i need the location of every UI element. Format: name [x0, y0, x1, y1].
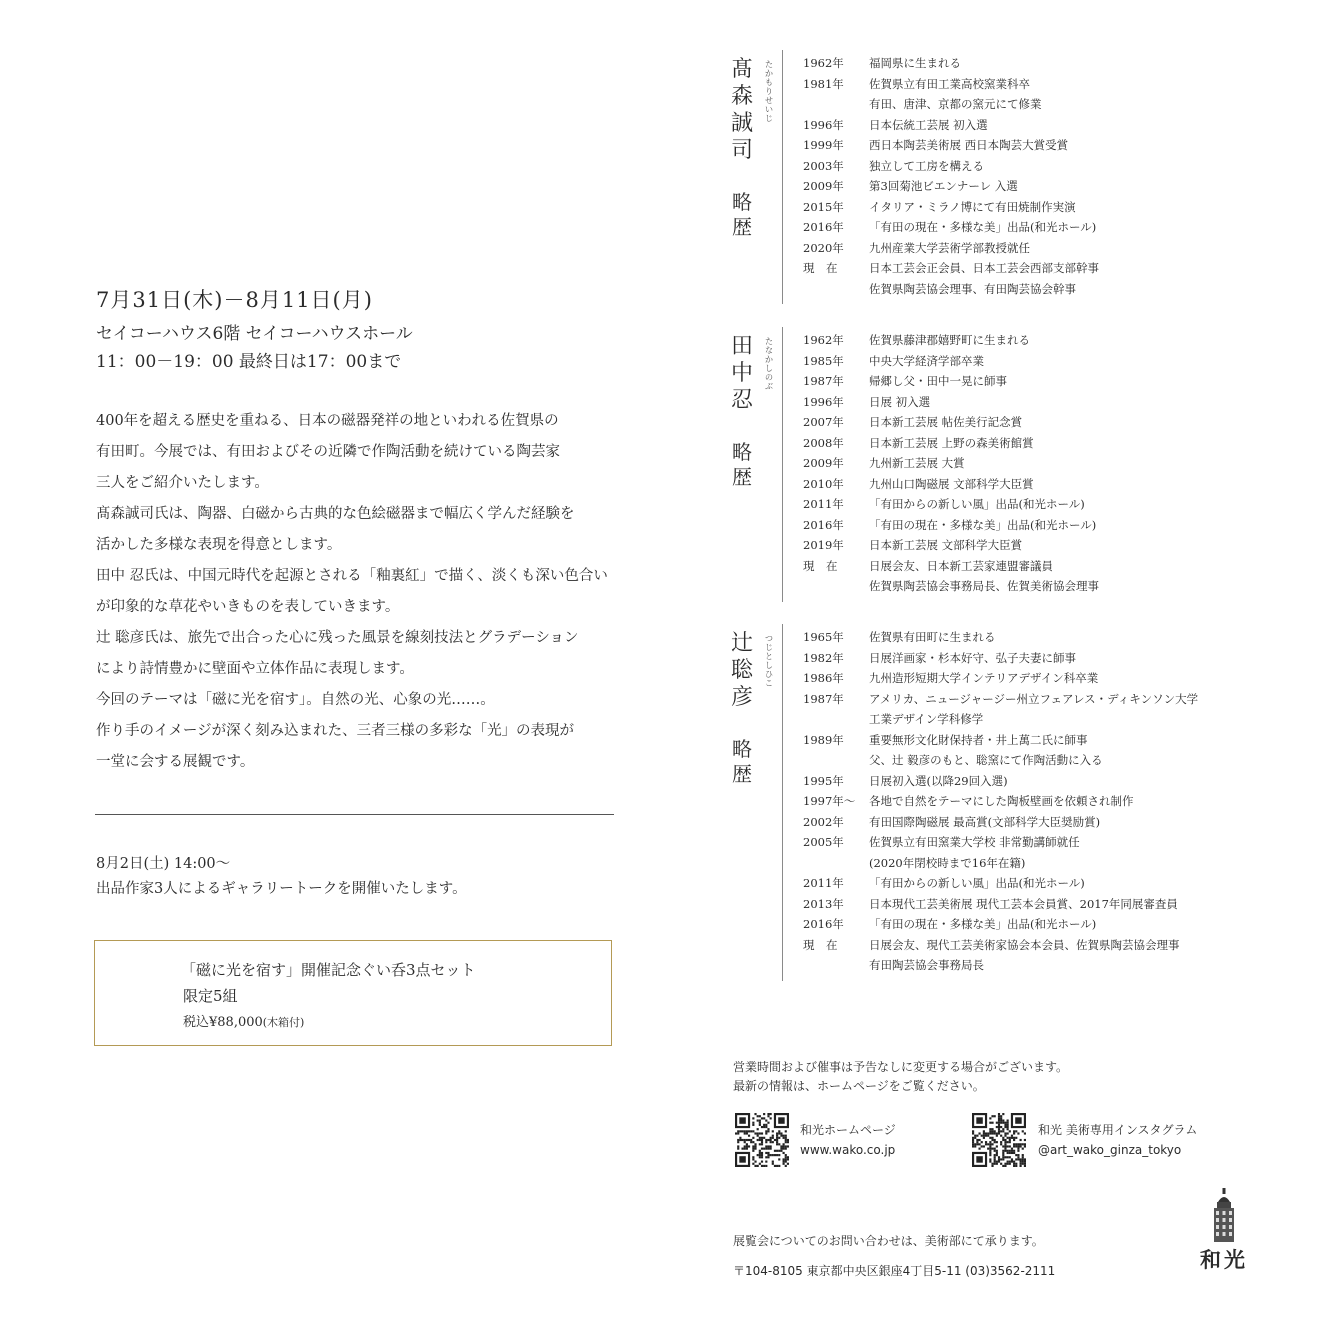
biography-year: 2011年 [803, 497, 844, 511]
biography-text: 「有田の現在・多様な美」出品(和光ホール) [869, 220, 1097, 234]
biography-text: 九州産業大学芸術学部教授就任 [869, 240, 1030, 255]
biography-label: 略 歴 [732, 440, 752, 489]
biography-list [803, 53, 1099, 299]
biography-year: 1981年 [803, 76, 844, 91]
biography-text: アメリカ、ニュージャージー州立フェアレス・ディキンソン大学 [869, 691, 1199, 706]
biography-year: 1962年 [803, 56, 844, 70]
biography-row [803, 914, 1198, 935]
biography-year: 2011年 [803, 876, 844, 890]
biography-row [803, 853, 1198, 874]
gallery-talk [96, 852, 467, 902]
contact-info [733, 1226, 1055, 1286]
intro-line: により詩情豊かに壁面や立体作品に表現します。 [96, 661, 414, 677]
homepage-link[interactable] [800, 1120, 896, 1160]
biography-row [803, 238, 1099, 259]
intro-line: 辻 聡彦氏は、旅先で出合った心に残った風景を線刻技法とグラデーション [96, 630, 579, 646]
biography-year: 現 在 [803, 261, 838, 275]
artist-name-ruby: た か も り せ い じ [765, 60, 773, 123]
biography-row [803, 330, 1099, 351]
biography-text: (2020年閉校時まで16年在籍) [869, 855, 1026, 870]
gallery-talk-desc: 出品作家3人によるギャラリートークを開催いたします。 [96, 881, 467, 897]
biography-row [803, 556, 1099, 577]
biography-row [803, 279, 1099, 300]
biography-row [803, 392, 1099, 413]
homepage-label: 和光ホームページ [800, 1123, 896, 1137]
intro-line: 有田町。今展では、有田およびその近隣で作陶活動を続けている陶芸家 [96, 444, 560, 460]
biography-year: 2005年 [803, 835, 844, 849]
offer-limit: 限定5組 [183, 987, 238, 1005]
biography-text: 九州山口陶磁展 文部科学大臣賞 [869, 476, 1034, 491]
biography-text: 佐賀県陶芸協会理事、有田陶芸協会幹事 [869, 281, 1076, 296]
biography-label: 略 歴 [732, 737, 752, 786]
biography-row [803, 453, 1099, 474]
offer-price-line [183, 1011, 304, 1030]
biography-text: 日展洋画家・杉本好守、弘子夫妻に師事 [869, 650, 1076, 665]
biography-row [803, 689, 1198, 710]
intro-line: 髙森誠司氏は、陶器、白磁から古典的な色絵磁器まで幅広く学んだ経験を [96, 506, 575, 522]
biography-row [803, 935, 1198, 956]
biography-year: 1999年 [803, 138, 844, 152]
biography-text: 日展会友、現代工芸美術家協会本会員、佐賀県陶芸協会理事 [869, 937, 1180, 952]
intro-line: 今回のテーマは「磁に光を宿す」。自然の光、心象の光……。 [96, 692, 495, 708]
biography-text: 工業デザイン学科修学 [869, 712, 984, 726]
gallery-talk-date: 8月2日(土) 14:00～ [96, 856, 231, 872]
biography-text: 独立して工房を構える [869, 158, 984, 173]
business-notice [733, 1058, 1068, 1096]
biography-text: 日展 初入選 [869, 394, 931, 409]
biography-year: 2003年 [803, 158, 844, 173]
biography-row [803, 668, 1198, 689]
biography-text: 西日本陶芸美術展 西日本陶芸大賞受賞 [869, 138, 1069, 152]
biography-year: 1986年 [803, 671, 844, 685]
artist-name-vertical [728, 56, 768, 240]
biography-text: 有田陶芸協会事務局長 [869, 958, 984, 972]
exhibition-period: 7月31日(木)－8月11日(月) [96, 288, 373, 312]
instagram-handle: @art_wako_ginza_tokyo [1038, 1143, 1182, 1157]
biography-year [803, 279, 869, 300]
intro-line: 作り手のイメージが深く刻み込まれた、三者三様の多彩な「光」の表現が [96, 723, 575, 739]
biography-year: 1997年～ [803, 794, 856, 808]
biography-year: 1982年 [803, 650, 844, 665]
biography-row [803, 176, 1099, 197]
artist-name: 髙 森 誠 司 [730, 57, 753, 163]
contact-line: 展覧会についてのお問い合わせは、美術部にて承ります。 [733, 1234, 1044, 1248]
biography-year: 2016年 [803, 917, 844, 931]
biography-year [803, 94, 869, 115]
wako-wordmark: 和光 [1200, 1248, 1248, 1272]
biography-row [803, 258, 1099, 279]
biography-year: 2010年 [803, 476, 844, 491]
biography-row [803, 94, 1099, 115]
biography-text: 父、辻 毅彦のもと、聡窯にて作陶活動に入る [869, 753, 1103, 767]
biography-row [803, 351, 1099, 372]
biography-text: 日本伝統工芸展 初入選 [869, 117, 988, 132]
biography-row [803, 115, 1099, 136]
biography-year [803, 576, 869, 597]
biography-row [803, 494, 1099, 515]
biography-divider [782, 327, 783, 602]
biography-year: 2019年 [803, 538, 844, 552]
biography-text: 佐賀県有田町に生まれる [869, 630, 996, 644]
biography-year: 2016年 [803, 220, 844, 234]
artist-name-ruby: つ じ と し ひ こ [765, 634, 773, 688]
biography-year: 1987年 [803, 691, 844, 706]
biography-text: イタリア・ミラノ博にて有田焼制作実演 [869, 199, 1076, 214]
biography-row [803, 709, 1198, 730]
biography-year: 1996年 [803, 394, 844, 409]
offer-price: 税込¥88,000 [183, 1015, 263, 1030]
biography-text: 日本工芸会正会員、日本工芸会西部支部幹事 [869, 261, 1099, 275]
exhibition-hours: 11：00－19：00 最終日は17：00まで [96, 352, 402, 372]
artist-name-vertical [728, 333, 768, 490]
biography-text: 日展会友、日本新工芸家連盟審議員 [869, 558, 1053, 573]
biography-year: 1989年 [803, 732, 844, 747]
biography-row [803, 576, 1099, 597]
exhibition-venue: セイコーハウス6階 セイコーハウスホール [96, 324, 413, 344]
biography-row [803, 771, 1198, 792]
biography-divider [782, 624, 783, 981]
biography-year [803, 709, 869, 730]
artist-name-ruby: た な か し の ぶ [765, 337, 773, 391]
biography-text: 第3回菊池ビエンナーレ 入選 [869, 179, 1018, 193]
biography-year: 2002年 [803, 814, 844, 829]
biography-row [803, 535, 1099, 556]
artist-name: 田 中 忍 [730, 334, 753, 413]
intro-line: 三人をご紹介いたします。 [96, 475, 269, 491]
notice-line: 最新の情報は、ホームページをご覧ください。 [733, 1079, 985, 1093]
biography-row [803, 812, 1198, 833]
biography-row [803, 894, 1198, 915]
biography-year: 2009年 [803, 456, 844, 470]
biography-row [803, 371, 1099, 392]
biography-divider [782, 50, 783, 304]
exhibition-venue-block [96, 320, 413, 376]
biography-text: 日本現代工芸美術展 現代工芸本会員賞、2017年同展審査員 [869, 896, 1178, 911]
biography-text: 日展初入選(以降29回入選) [869, 773, 1008, 788]
homepage-url: www.wako.co.jp [800, 1143, 896, 1157]
biography-row [803, 750, 1198, 771]
biography-row [803, 433, 1099, 454]
section-divider [95, 814, 614, 815]
biography-row [803, 135, 1099, 156]
biography-text: 「有田の現在・多様な美」出品(和光ホール) [869, 917, 1097, 931]
biography-row [803, 156, 1099, 177]
biography-list [803, 627, 1198, 976]
biography-year [803, 955, 869, 976]
biography-text: 佐賀県陶芸協会事務局長、佐賀美術協会理事 [869, 579, 1099, 593]
biography-year: 2020年 [803, 240, 844, 255]
biography-text: 「有田からの新しい風」出品(和光ホール) [869, 497, 1085, 511]
biography-text: 帰郷し父・田中一晃に師事 [869, 374, 1007, 388]
wako-building-icon [1212, 1188, 1236, 1242]
biography-row [803, 791, 1198, 812]
biography-row [803, 515, 1099, 536]
biography-text: 九州造形短期大学インテリアデザイン科卒業 [869, 671, 1099, 685]
biography-text: 「有田の現在・多様な美」出品(和光ホール) [869, 517, 1097, 532]
biography-year: 2016年 [803, 517, 844, 532]
biography-year [803, 853, 869, 874]
instagram-link[interactable] [1038, 1120, 1197, 1160]
biography-year [803, 750, 869, 771]
biography-row [803, 53, 1099, 74]
intro-text [96, 406, 616, 778]
biography-row [803, 873, 1198, 894]
intro-line: 一堂に会する展観です。 [96, 754, 255, 770]
notice-line: 営業時間および催事は予告なしに変更する場合がございます。 [733, 1060, 1069, 1074]
biography-year: 1987年 [803, 374, 844, 388]
biography-year: 2007年 [803, 415, 844, 429]
biography-text: 有田、唐津、京都の窯元にて修業 [869, 97, 1042, 111]
biography-text: 中央大学経済学部卒業 [869, 353, 984, 368]
biography-year: 1965年 [803, 630, 844, 644]
contact-address: 〒104-8105 東京都中央区銀座4丁目5-11 (03)3562-2111 [733, 1264, 1056, 1278]
biography-row [803, 730, 1198, 751]
artist-name-vertical [728, 630, 768, 787]
commemorative-offer-box [94, 940, 612, 1046]
biography-year: 1996年 [803, 117, 844, 132]
biography-list [803, 330, 1099, 597]
biography-year: 1985年 [803, 353, 844, 368]
biography-row [803, 412, 1099, 433]
artist-name: 辻 聡 彦 [730, 631, 753, 710]
biography-year: 現 在 [803, 558, 838, 573]
biography-text: 佐賀県立有田工業高校窯業科卒 [869, 76, 1030, 91]
biography-text: 福岡県に生まれる [869, 56, 961, 70]
biography-row [803, 832, 1198, 853]
biography-text: 佐賀県立有田窯業大学校 非常勤講師就任 [869, 835, 1080, 849]
biography-text: 日本新工芸展 帖佐美行記念賞 [869, 415, 1023, 429]
biography-text: 九州新工芸展 大賞 [869, 456, 965, 470]
biography-row [803, 627, 1198, 648]
biography-year: 2008年 [803, 435, 844, 450]
offer-title: 「磁に光を宿す」開催記念ぐい呑3点セット [181, 961, 476, 979]
intro-line: 活かした多様な表現を得意とします。 [96, 537, 342, 553]
biography-row [803, 648, 1198, 669]
biography-text: 各地で自然をテーマにした陶板壁画を依頼され制作 [869, 794, 1134, 808]
biography-text: 有田国際陶磁展 最高賞(文部科学大臣奨励賞) [869, 814, 1101, 829]
biography-text: 佐賀県藤津郡嬉野町に生まれる [869, 333, 1030, 347]
biography-text: 「有田からの新しい風」出品(和光ホール) [869, 876, 1085, 890]
biography-text: 日本新工芸展 上野の森美術館賞 [869, 435, 1034, 450]
intro-line: 400年を超える歴史を重ねる、日本の磁器発祥の地といわれる佐賀県の [96, 413, 559, 429]
intro-line: 田中 忍氏は、中国元時代を起源とされる「釉裏紅」で描く、淡くも深い色合い [96, 568, 608, 584]
biography-row [803, 74, 1099, 95]
biography-row [803, 217, 1099, 238]
biography-year: 現 在 [803, 937, 838, 952]
biography-row [803, 474, 1099, 495]
qr-code-icon[interactable] [735, 1113, 789, 1167]
biography-row [803, 955, 1198, 976]
biography-year: 2009年 [803, 179, 844, 193]
biography-text: 重要無形文化財保持者・井上萬二氏に師事 [869, 732, 1088, 747]
biography-year: 1962年 [803, 333, 844, 347]
biography-label: 略 歴 [732, 190, 752, 239]
offer-note: (木箱付) [262, 1016, 305, 1029]
biography-text: 日本新工芸展 文部科学大臣賞 [869, 538, 1023, 552]
biography-row [803, 197, 1099, 218]
qr-code-icon[interactable] [972, 1113, 1026, 1167]
biography-year: 1995年 [803, 773, 844, 788]
instagram-label: 和光 美術専用インスタグラム [1038, 1123, 1198, 1137]
biography-year: 2013年 [803, 896, 844, 911]
wako-logo [1184, 1186, 1264, 1272]
biography-year: 2015年 [803, 199, 844, 214]
intro-line: が印象的な草花やいきものを表していきます。 [96, 599, 400, 615]
